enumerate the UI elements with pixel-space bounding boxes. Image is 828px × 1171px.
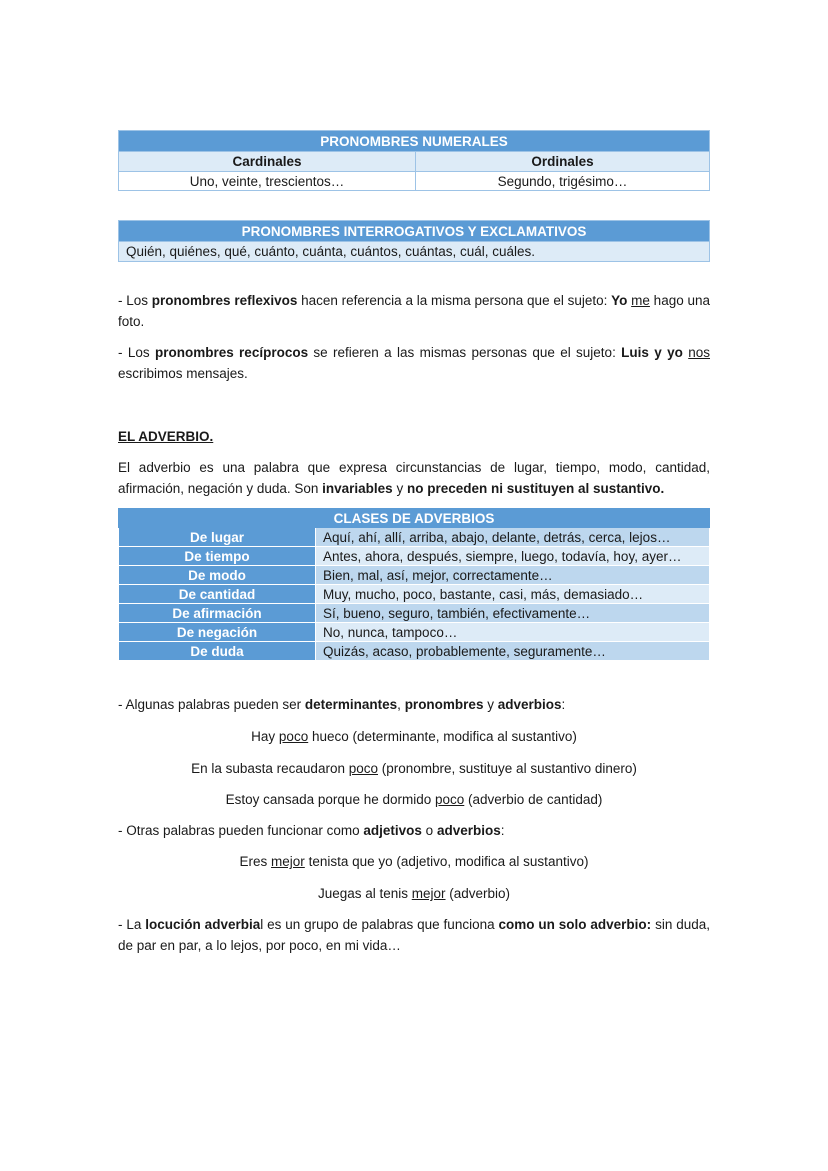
row-examples: Bien, mal, así, mejor, correctamente… bbox=[316, 566, 710, 585]
example-line: Eres mejor tenista que yo (adjetivo, modifica al sustantivo) bbox=[239, 854, 589, 869]
det-pron-adv-paragraph: - Algunas palabras pueden ser determinantes, pronombres y adverbios: bbox=[118, 697, 566, 712]
row-examples: Antes, ahora, después, siempre, luego, todavía, hoy, ayer… bbox=[316, 547, 710, 566]
table-row bbox=[119, 623, 710, 642]
locucion-paragraph: - La locución adverbial es un grupo de palabras que funciona como un solo adverbio: sin duda, de par en par, a lo lejos, por poco, en mi vida… bbox=[118, 917, 711, 953]
row-examples: No, nunca, tampoco… bbox=[316, 623, 710, 642]
example-line: Hay poco hueco (determinante, modifica al sustantivo) bbox=[251, 729, 577, 744]
column-header: Ordinales bbox=[416, 152, 710, 172]
table-title: PRONOMBRES INTERROGATIVOS Y EXCLAMATIVOS bbox=[119, 221, 710, 242]
row-label: De cantidad bbox=[119, 585, 316, 604]
table-title: PRONOMBRES NUMERALES bbox=[119, 131, 710, 152]
row-examples: Aquí, ahí, allí, arriba, abajo, delante, detrás, cerca, lejos… bbox=[316, 528, 710, 547]
section-heading: EL ADVERBIO. bbox=[118, 429, 214, 444]
adj-adv-paragraph: - Otras palabras pueden funcionar como adjetivos o adverbios: bbox=[118, 823, 505, 838]
row-label: De modo bbox=[119, 566, 316, 585]
table-row bbox=[119, 604, 710, 623]
table-row bbox=[119, 566, 710, 585]
reflexivos-paragraph: - Los pronombres reflexivos hacen referencia a la misma persona que el sujeto: Yo me hago una foto. bbox=[118, 293, 710, 329]
row-label: De tiempo bbox=[119, 547, 316, 566]
clases-adverbios-table bbox=[118, 508, 710, 661]
row-examples: Sí, bueno, seguro, también, efectivamente… bbox=[316, 604, 710, 623]
table-title: CLASES DE ADVERBIOS bbox=[119, 509, 710, 528]
table-row bbox=[119, 642, 710, 661]
numerales-table bbox=[118, 130, 710, 191]
row-examples: Quizás, acaso, probablemente, seguramente… bbox=[316, 642, 710, 661]
reciprocos-paragraph: - Los pronombres recíprocos se refieren a las mismas personas que el sujeto: Luis y yo nos escribimos mensajes. bbox=[118, 345, 710, 381]
adverbio-definition: El adverbio es una palabra que expresa circunstancias de lugar, tiempo, modo, cantidad, afirmación, negación y duda. Son invariables y no preceden ni sustituyen al sustantivo. bbox=[118, 460, 710, 496]
table-cell: Uno, veinte, trescientos… bbox=[119, 172, 416, 191]
column-header: Cardinales bbox=[119, 152, 416, 172]
row-label: De duda bbox=[119, 642, 316, 661]
interrogativos-table bbox=[118, 220, 710, 262]
example-line: Juegas al tenis mejor (adverbio) bbox=[317, 886, 511, 901]
table-row bbox=[119, 528, 710, 547]
example-line: Estoy cansada porque he dormido poco (adverbio de cantidad) bbox=[225, 792, 603, 807]
table-cell: Segundo, trigésimo… bbox=[416, 172, 710, 191]
row-label: De negación bbox=[119, 623, 316, 642]
table-row bbox=[119, 585, 710, 604]
table-row bbox=[119, 547, 710, 566]
row-examples: Muy, mucho, poco, bastante, casi, más, demasiado… bbox=[316, 585, 710, 604]
row-label: De afirmación bbox=[119, 604, 316, 623]
table-cell: Quién, quiénes, qué, cuánto, cuánta, cuántos, cuántas, cuál, cuáles. bbox=[119, 242, 710, 262]
row-label: De lugar bbox=[119, 528, 316, 547]
example-line: En la subasta recaudaron poco (pronombre, sustituye al sustantivo dinero) bbox=[191, 761, 637, 776]
